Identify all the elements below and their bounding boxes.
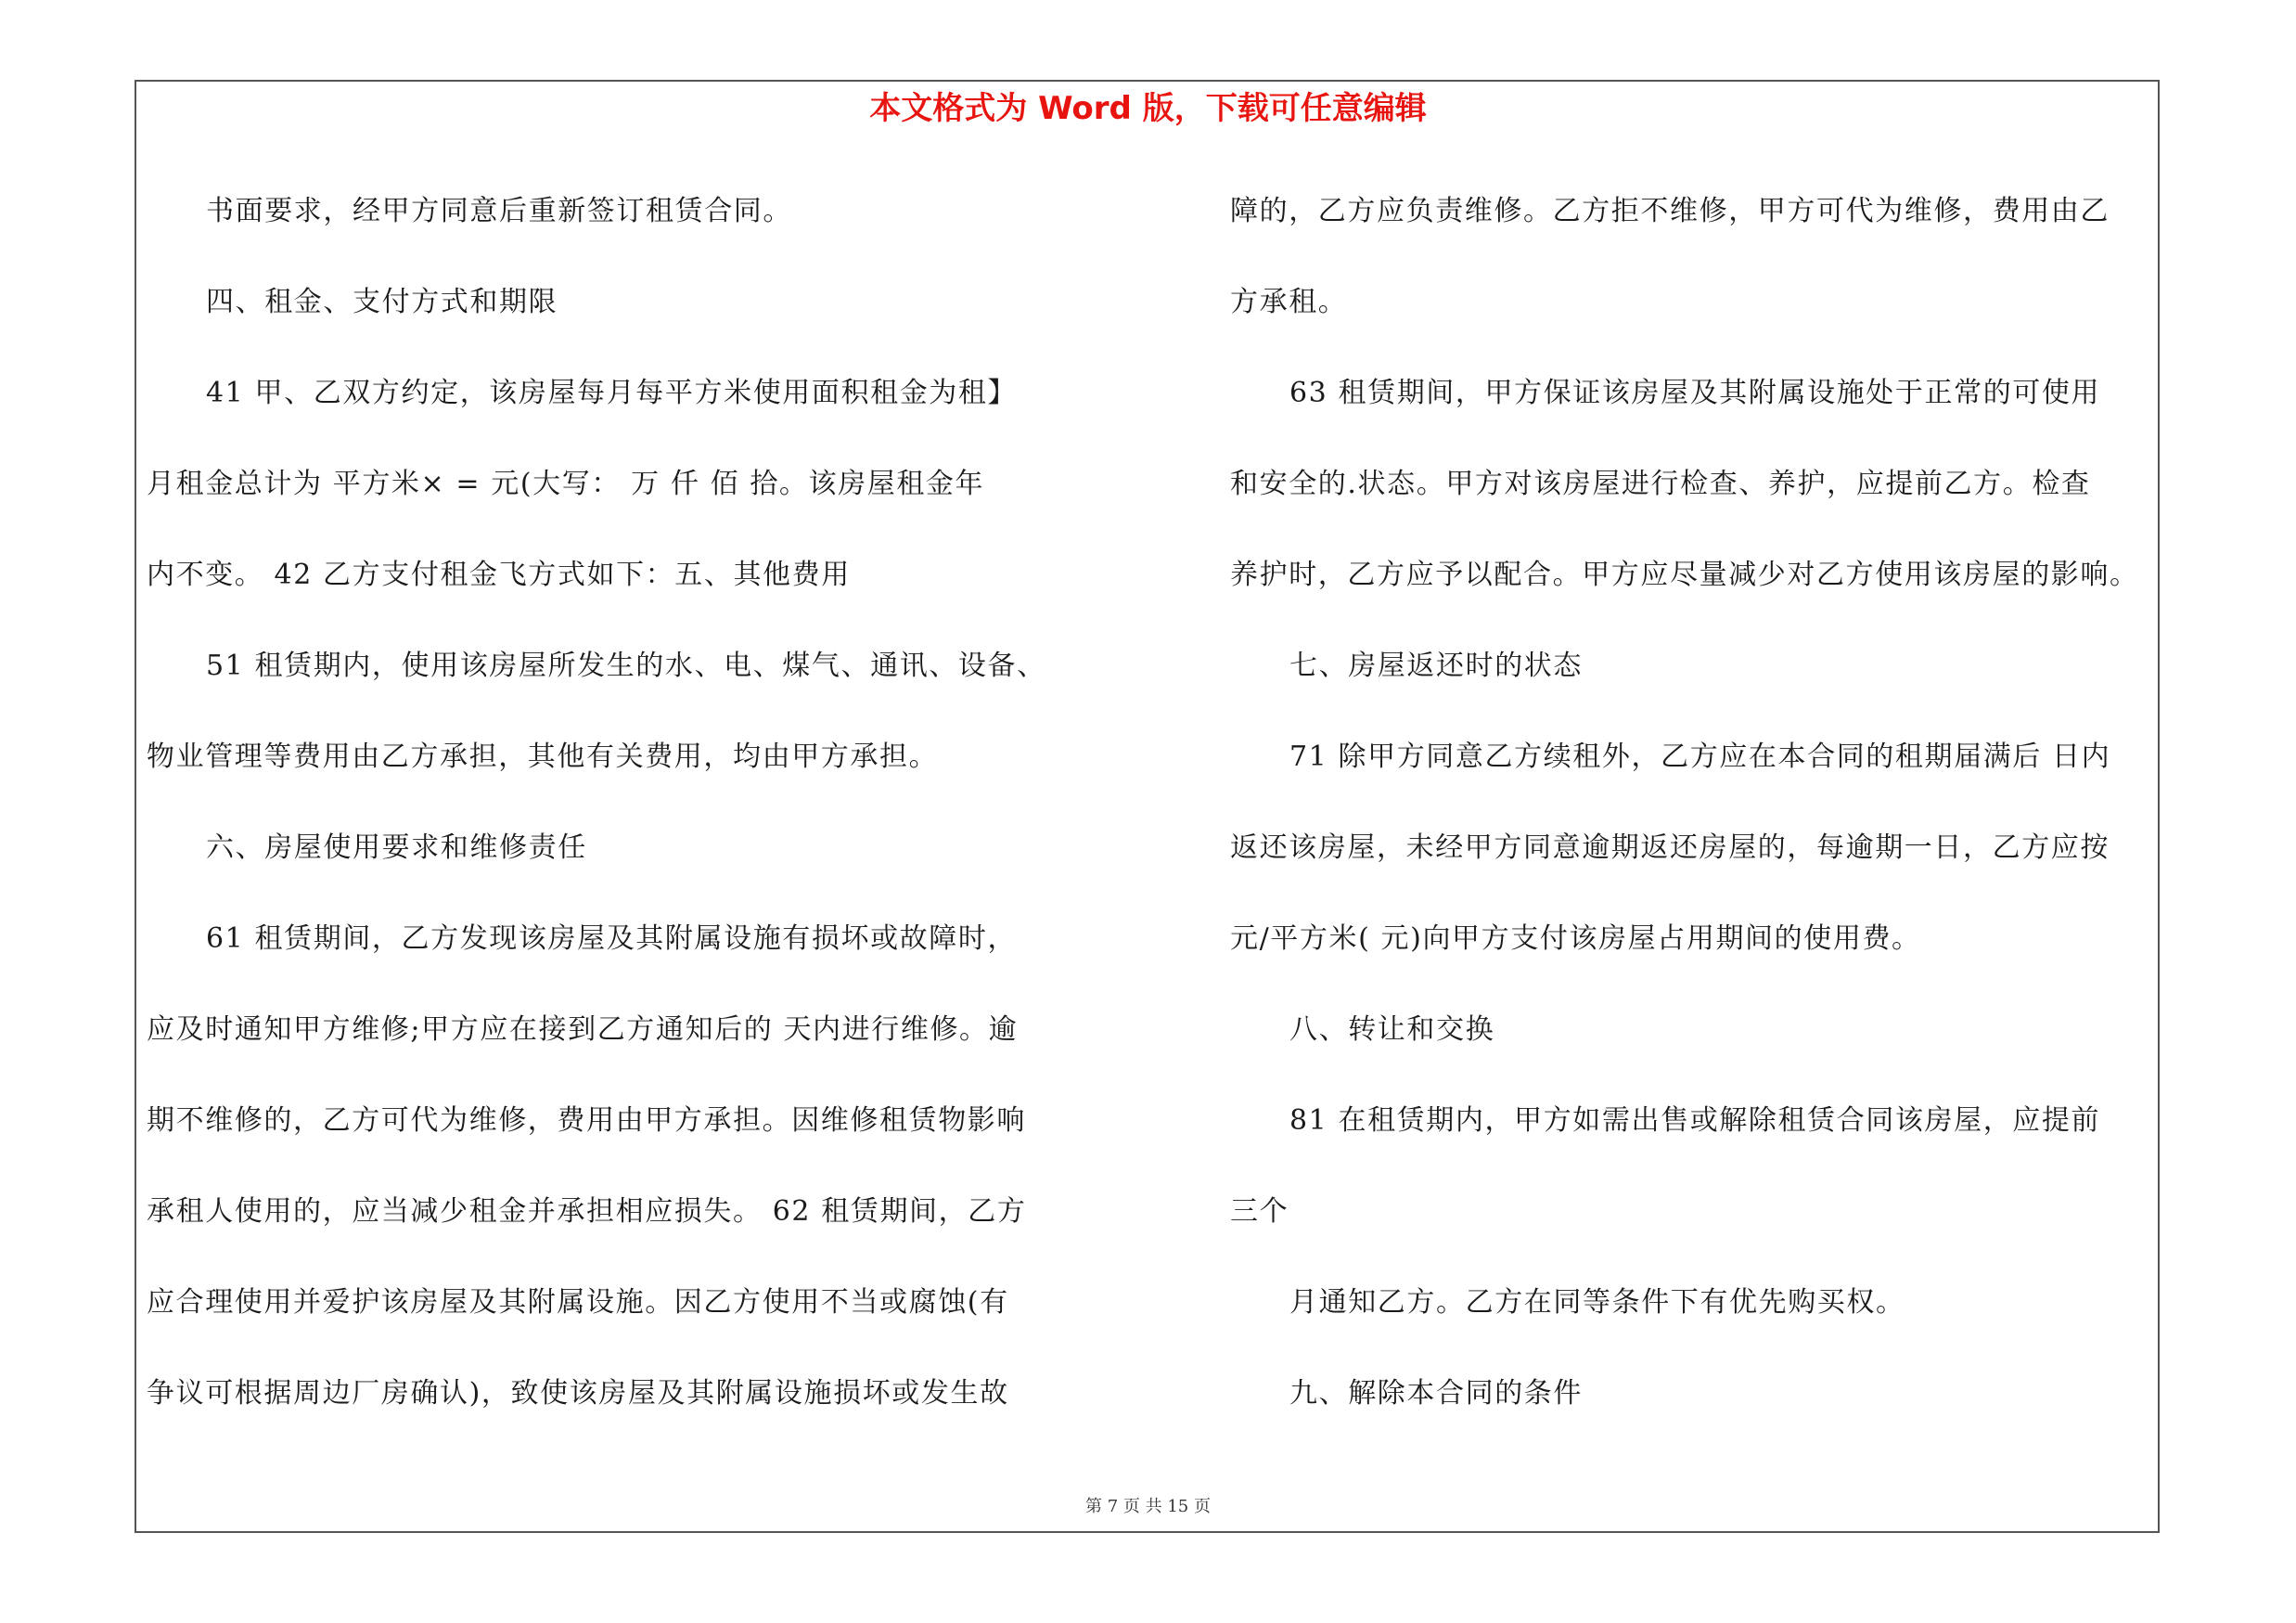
- text-line: 51 租赁期内，使用该房屋所发生的水、电、煤气、通讯、设备、: [206, 650, 1046, 682]
- text-line: 月租金总计为 平方米× = 元(大写： 万 仟 佰 拾。该房屋租金年: [147, 468, 985, 500]
- text-line: 物业管理等费用由乙方承担，其他有关费用，均由甲方承担。: [147, 741, 939, 773]
- text-line: 61 租赁期间，乙方发现该房屋及其附属设施有损坏或故障时，: [206, 922, 1018, 955]
- text-line: 承租人使用的，应当减少租金并承担相应损失。 62 租赁期间，乙方: [147, 1195, 1027, 1228]
- text-line: 63 租赁期间，甲方保证该房屋及其附属设施处于正常的可使用: [1289, 377, 2101, 409]
- section-heading: 六、房屋使用要求和维修责任: [206, 831, 587, 864]
- text-line: 元/平方米( 元)向甲方支付该房屋占用期间的使用费。: [1230, 922, 1921, 955]
- text-line: 障的，乙方应负责维修。乙方拒不维修，甲方可代为维修，费用由乙: [1230, 195, 2110, 227]
- text-line: 月通知乙方。乙方在同等条件下有优先购买权。: [1289, 1286, 1905, 1319]
- text-line: 方承租。: [1230, 286, 1348, 318]
- text-line: 期不维修的，乙方可代为维修，费用由甲方承担。因维修租赁物影响: [147, 1104, 1026, 1137]
- page-number: 第 7 页 共 15 页: [1085, 1497, 1211, 1516]
- text-line: 返还该房屋，未经甲方同意逾期返还房屋的，每逾期一日，乙方应按: [1230, 831, 2110, 864]
- text-line: 应及时通知甲方维修;甲方应在接到乙方通知后的 天内进行维修。逾: [147, 1013, 1019, 1046]
- section-heading: 九、解除本合同的条件: [1289, 1377, 1583, 1410]
- text-line: 养护时，乙方应予以配合。甲方应尽量减少对乙方使用该房屋的影响。: [1230, 559, 2139, 591]
- format-banner: 本文格式为 Word 版，下载可任意编辑: [869, 90, 1427, 127]
- text-line: 41 甲、乙双方约定，该房屋每月每平方米使用面积租金为租】: [206, 377, 1018, 409]
- text-line: 书面要求，经甲方同意后重新签订租赁合同。: [206, 195, 792, 227]
- section-heading: 四、租金、支付方式和期限: [206, 286, 558, 318]
- text-line: 内不变。 42 乙方支付租金飞方式如下：五、其他费用: [147, 559, 851, 591]
- section-heading: 七、房屋返还时的状态: [1289, 650, 1583, 682]
- text-line: 71 除甲方同意乙方续租外，乙方应在本合同的租期届满后 日内: [1289, 741, 2111, 773]
- text-line: 应合理使用并爱护该房屋及其附属设施。因乙方使用不当或腐蚀(有: [147, 1286, 1009, 1319]
- text-line: 和安全的.状态。甲方对该房屋进行检查、养护，应提前乙方。检查: [1230, 468, 2091, 500]
- section-heading: 八、转让和交换: [1289, 1013, 1495, 1046]
- text-line: 争议可根据周边厂房确认)，致使该房屋及其附属设施损坏或发生故: [147, 1377, 1009, 1410]
- text-line: 81 在租赁期内，甲方如需出售或解除租赁合同该房屋，应提前: [1289, 1104, 2101, 1137]
- text-line: 三个: [1230, 1195, 1289, 1228]
